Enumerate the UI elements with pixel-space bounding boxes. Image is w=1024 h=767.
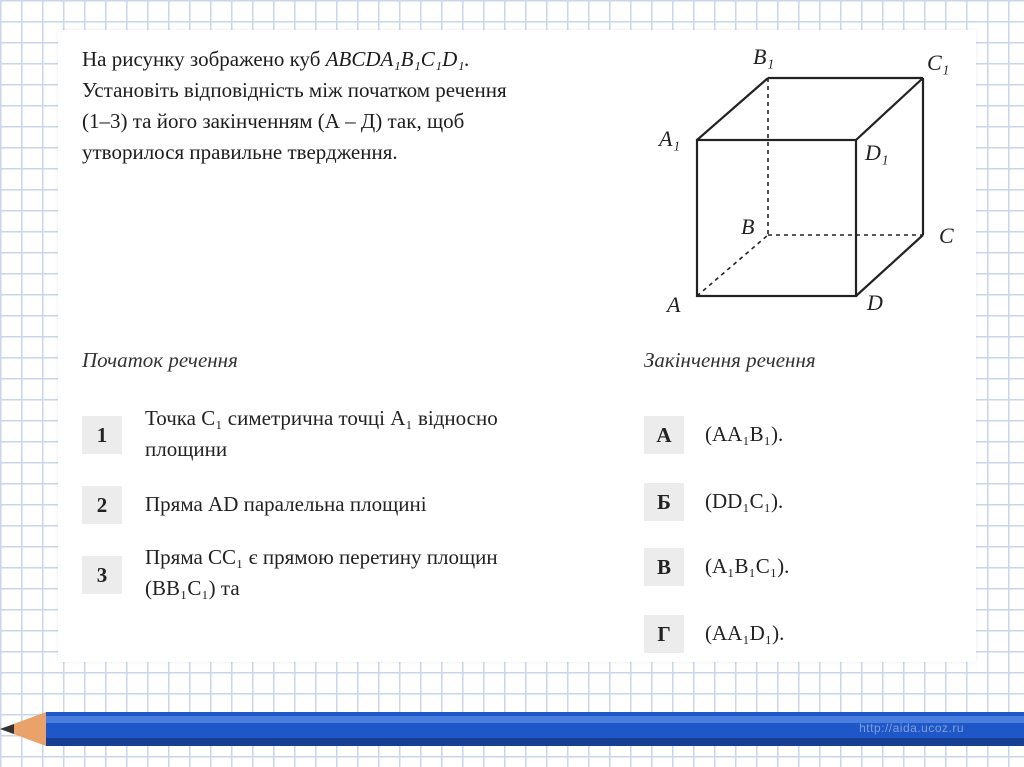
edge-D1C1 [856,78,923,140]
label-C1: C₁ [927,50,950,75]
right-column-header: Закінчення речення [644,348,816,372]
label-B1: B₁ [753,44,775,69]
left-column-header: Початок речення [82,348,238,372]
option-letter: В [644,548,684,586]
label-B: B [741,214,755,239]
statement-text: Пряма AD паралельна площині [145,492,427,516]
pencil-lead [0,724,14,734]
statement-text: Пряма CC₁ є прямою перетину площин (BB₁C₁) та [145,545,498,600]
label-A1: A₁ [659,126,681,151]
option-text: (AA₁B₁). [705,422,784,446]
cube-front-face [697,140,856,296]
option-letter: Г [644,615,684,653]
watermark: http://aida.ucoz.ru [859,721,964,735]
statement-text: Точка C₁ симетрична точці A₁ відносно площини [145,406,498,461]
edge-AB-hidden [697,235,768,296]
cube-diagram [655,40,975,340]
pencil-shadow [46,738,1024,746]
task-line-3: (1–3) та його закінченням (А – Д) так, щоб [82,109,465,133]
option-text: (DD₁C₁). [705,489,784,513]
task-line-2: Установіть відповідність між початком речення [82,78,507,102]
edge-A1B1 [697,78,768,140]
label-D: D [867,290,883,315]
label-A: A [667,292,681,317]
task-text [82,44,642,168]
statement-number: 2 [82,486,122,524]
edge-DC [856,235,923,296]
option-letter: А [644,416,684,454]
statement-number: 3 [82,556,122,594]
option-letter: Б [644,483,684,521]
option-text: (A₁B₁C₁). [705,554,790,578]
task-line-4: утворилося правильне твердження. [82,140,398,164]
cube-name: ABCDA₁B₁C₁D₁. [325,47,470,71]
task-line-1: На рисунку зображено куб ABCDA₁B₁C₁D₁. [82,47,470,71]
label-C: C [939,223,954,248]
label-D1: D₁ [865,140,889,165]
statement-number: 1 [82,416,122,454]
option-text: (AA₁D₁). [705,621,785,645]
